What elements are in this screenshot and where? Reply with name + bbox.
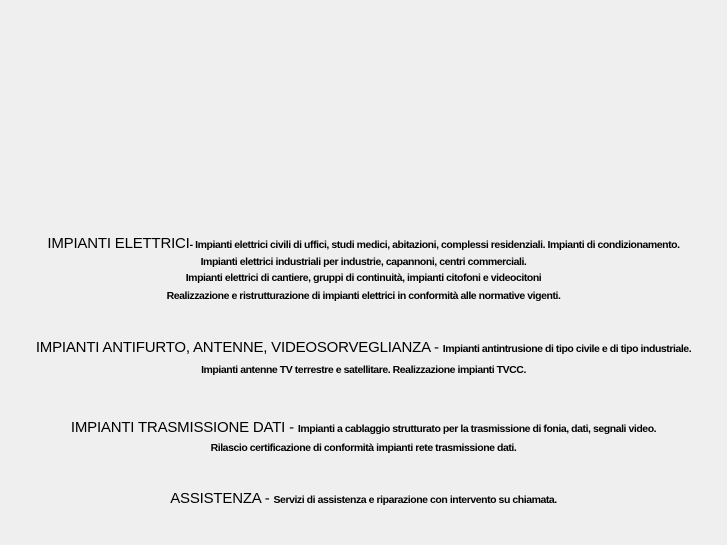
section-assistenza-heading — [0, 490, 727, 508]
section-text-line: Impianti elettrici di cantiere, gruppi di continuità, impianti citofoni e videocitoni — [185, 272, 542, 284]
section-text-line: Impianti antenne TV terrestre e satellitare. Realizzazione impianti TVCC. — [201, 364, 526, 376]
section-lead: Impianti a cablaggio strutturato per la trasmissione di fonia, dati, segnali video. — [297, 423, 657, 435]
section-antifurto-heading — [0, 339, 727, 357]
section-text-line: Rilascio certificazione di conformità impianti rete trasmissione dati. — [210, 442, 517, 454]
section-title: IMPIANTI TRASMISSIONE DATI — [70, 419, 286, 436]
section-title: IMPIANTI ELETTRICI — [47, 235, 190, 252]
section-lead: Impianti antintrusione di tipo civile e di tipo industriale. — [442, 343, 692, 355]
separator: - — [189, 239, 196, 251]
section-title: IMPIANTI ANTIFURTO, ANTENNE, VIDEOSORVEGLIANZA — [35, 339, 431, 356]
section-impianti-elettrici-heading — [0, 235, 727, 253]
separator: - — [260, 490, 274, 507]
section-trasmissione-dati-heading — [0, 419, 727, 437]
section-title: ASSISTENZA — [170, 490, 261, 507]
section-text-line: Impianti elettrici industriali per industrie, capannoni, centri commerciali. — [200, 256, 527, 268]
separator: - — [430, 339, 443, 356]
section-lead: Impianti elettrici civili di uffici, studi medici, abitazioni, complessi residenziali. Impianti di condizionamento. — [195, 239, 680, 251]
section-lead: Servizi di assistenza e riparazione con intervento su chiamata. — [273, 494, 557, 506]
section-text-line: Realizzazione e ristrutturazione di impianti elettrici in conformità alle normative vigenti. — [166, 290, 561, 302]
separator: - — [285, 419, 298, 436]
